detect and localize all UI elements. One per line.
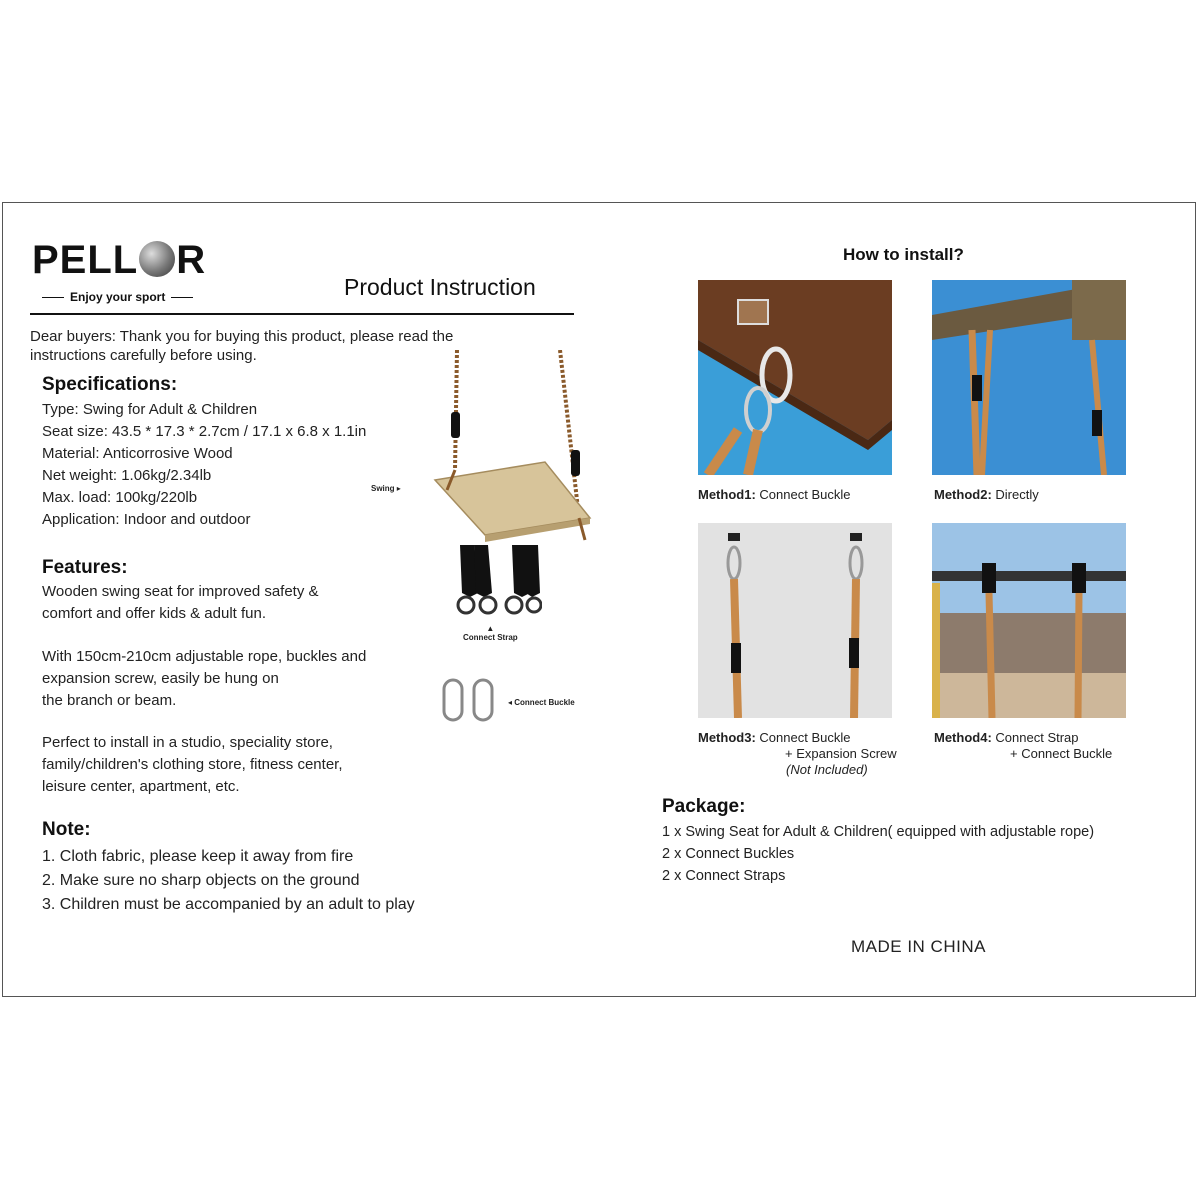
features-line: expansion screw, easily be hung on: [42, 670, 279, 687]
method3-desc: Connect Buckle: [759, 730, 851, 745]
features-p2: [42, 646, 366, 712]
brand-tagline-text: Enjoy your sport: [70, 290, 166, 304]
method1-photo-art: [698, 280, 892, 475]
spec-item: Net weight: 1.06kg/2.34lb: [42, 467, 212, 484]
method3-label: Method3:: [698, 730, 756, 745]
brand-name-part1: PELL: [32, 238, 139, 282]
features-line: family/children's clothing store, fitness center,: [42, 756, 343, 773]
spec-item: Material: Anticorrosive Wood: [42, 445, 233, 462]
method3-desc2: + Expansion Screw: [785, 746, 897, 761]
features-line: comfort and offer kids & adult fun.: [42, 605, 267, 622]
spec-item: Seat size: 43.5 * 17.3 * 2.7cm / 17.1 x 6.8 x 1.1in: [42, 423, 367, 440]
globe-icon: [139, 241, 175, 277]
buckle-label-text: Connect Buckle: [514, 698, 575, 707]
method3-note: (Not Included): [786, 762, 868, 777]
made-in-label: MADE IN CHINA: [851, 937, 986, 956]
package-item: 2 x Connect Buckles: [662, 846, 795, 862]
features-heading: Features:: [42, 557, 128, 578]
method4-desc: Connect Strap: [995, 730, 1079, 745]
package-item: 1 x Swing Seat for Adult & Children( equipped with adjustable rope): [662, 824, 1095, 840]
buckle-illustration: [440, 678, 500, 724]
method2-photo-art: [932, 280, 1126, 475]
intro-text: [30, 327, 453, 365]
features-p1: [42, 581, 319, 625]
method3-caption: [698, 730, 897, 778]
strap-label-text: Connect Strap: [463, 633, 518, 642]
method2-desc: Directly: [995, 487, 1039, 502]
features-line: leisure center, apartment, etc.: [42, 778, 240, 795]
intro-line: Dear buyers: Thank you for buying this product, please read the: [30, 328, 454, 345]
intro-line: instructions carefully before using.: [30, 347, 257, 364]
buckle-label: ◂ Connect Buckle: [508, 698, 575, 707]
features-p3: [42, 732, 343, 798]
method1-photo: [698, 280, 892, 475]
strap-label: ▲ Connect Strap: [463, 624, 518, 642]
method1-caption: [698, 487, 850, 503]
swing-illustration: [395, 350, 615, 550]
package-list: [662, 821, 1094, 887]
page-title: Product Instruction: [344, 274, 536, 300]
method4-photo-art: [932, 523, 1126, 718]
method4-desc2: + Connect Buckle: [1010, 746, 1113, 761]
features-line: the branch or beam.: [42, 692, 177, 709]
note-item: 2. Make sure no sharp objects on the ground: [42, 872, 360, 889]
strap-illustration: [452, 545, 542, 620]
package-heading: Package:: [662, 796, 746, 817]
features-line: Wooden swing seat for improved safety &: [42, 583, 319, 600]
spec-item: Max. load: 100kg/220lb: [42, 489, 198, 506]
specs-heading: Specifications:: [42, 374, 178, 395]
brand-name-part2: R: [176, 238, 207, 282]
spec-item: Type: Swing for Adult & Children: [42, 401, 258, 418]
title-divider: [30, 313, 574, 315]
note-item: 1. Cloth fabric, please keep it away from fire: [42, 848, 354, 865]
note-heading: Note:: [42, 819, 91, 840]
method4-photo: [932, 523, 1126, 718]
method1-label: Method1:: [698, 487, 756, 502]
method4-caption: [934, 730, 1112, 762]
method3-photo: [698, 523, 892, 718]
spec-item: Application: Indoor and outdoor: [42, 511, 251, 528]
brand-tagline: [36, 290, 199, 304]
install-heading: How to install?: [843, 245, 964, 264]
features-line: With 150cm-210cm adjustable rope, buckles and: [42, 648, 367, 665]
package-item: 2 x Connect Straps: [662, 868, 786, 884]
features-line: Perfect to install in a studio, speciality store,: [42, 734, 333, 751]
method4-label: Method4:: [934, 730, 992, 745]
specs-list: [42, 399, 366, 531]
swing-label-text: Swing: [371, 484, 395, 493]
note-item: 3. Children must be accompanied by an adult to play: [42, 896, 415, 913]
method1-desc: Connect Buckle: [759, 487, 851, 502]
brand-logo: [32, 240, 206, 280]
method2-label: Method2:: [934, 487, 992, 502]
method3-photo-art: [698, 523, 892, 718]
swing-label: Swing ▸: [371, 484, 401, 493]
method2-caption: [934, 487, 1039, 503]
method2-photo: [932, 280, 1126, 475]
note-list: [42, 845, 415, 917]
